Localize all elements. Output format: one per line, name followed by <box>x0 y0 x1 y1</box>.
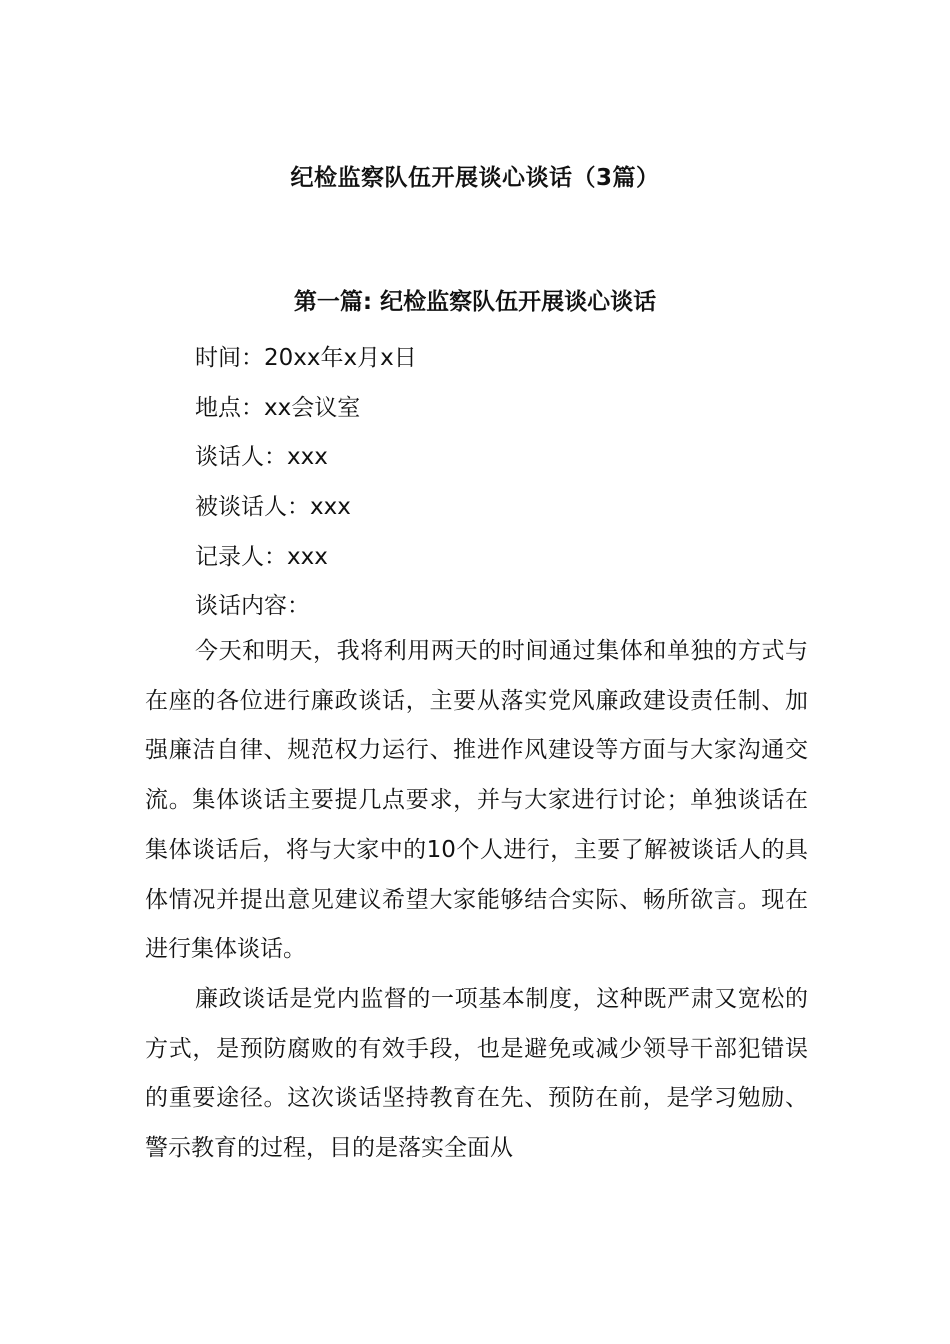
paragraph-1: 今天和明天，我将利用两天的时间通过集体和单独的方式与在座的各位进行廉政谈话，主要从落实党风廉政建设责任制、加强廉洁自律、规范权力运行、推进作风建设等方面与大家沟通交流。集体谈话主要提几点要求，并与大家进行讨论；单独谈话在集体谈话后，将与大家中的10个人进行，主要了解被谈话人的具体情况并提出意见建议希望大家能够结合实际、畅所欲言。现在进行集体谈话。 <box>145 638 808 963</box>
meeting-info-list <box>195 334 417 632</box>
document-title: 纪检监察队伍开展谈心谈话（3篇） <box>290 165 660 191</box>
paragraph-2: 廉政谈话是党内监督的一项基本制度，这种既严肃又宽松的方式，是预防腐败的有效手段，也是避免或减少领导干部犯错误的重要途径。这次谈话坚持教育在先、预防在前，是学习勉励、警示教育的过程，目的是落实全面从 <box>145 985 808 1162</box>
meeting-speaker: 谈话人：xxx <box>195 444 328 471</box>
content-label: 谈话内容： <box>195 593 310 620</box>
meeting-place: 地点：xx会议室 <box>195 394 361 421</box>
section-title: 第一篇: 纪检监察队伍开展谈心谈话 <box>293 289 657 315</box>
meeting-recorder: 记录人：xxx <box>195 543 328 570</box>
meeting-interviewee: 被谈话人：xxx <box>195 494 351 521</box>
body-text <box>145 627 808 1174</box>
meeting-time: 时间：20xx年x月x日 <box>195 345 417 371</box>
